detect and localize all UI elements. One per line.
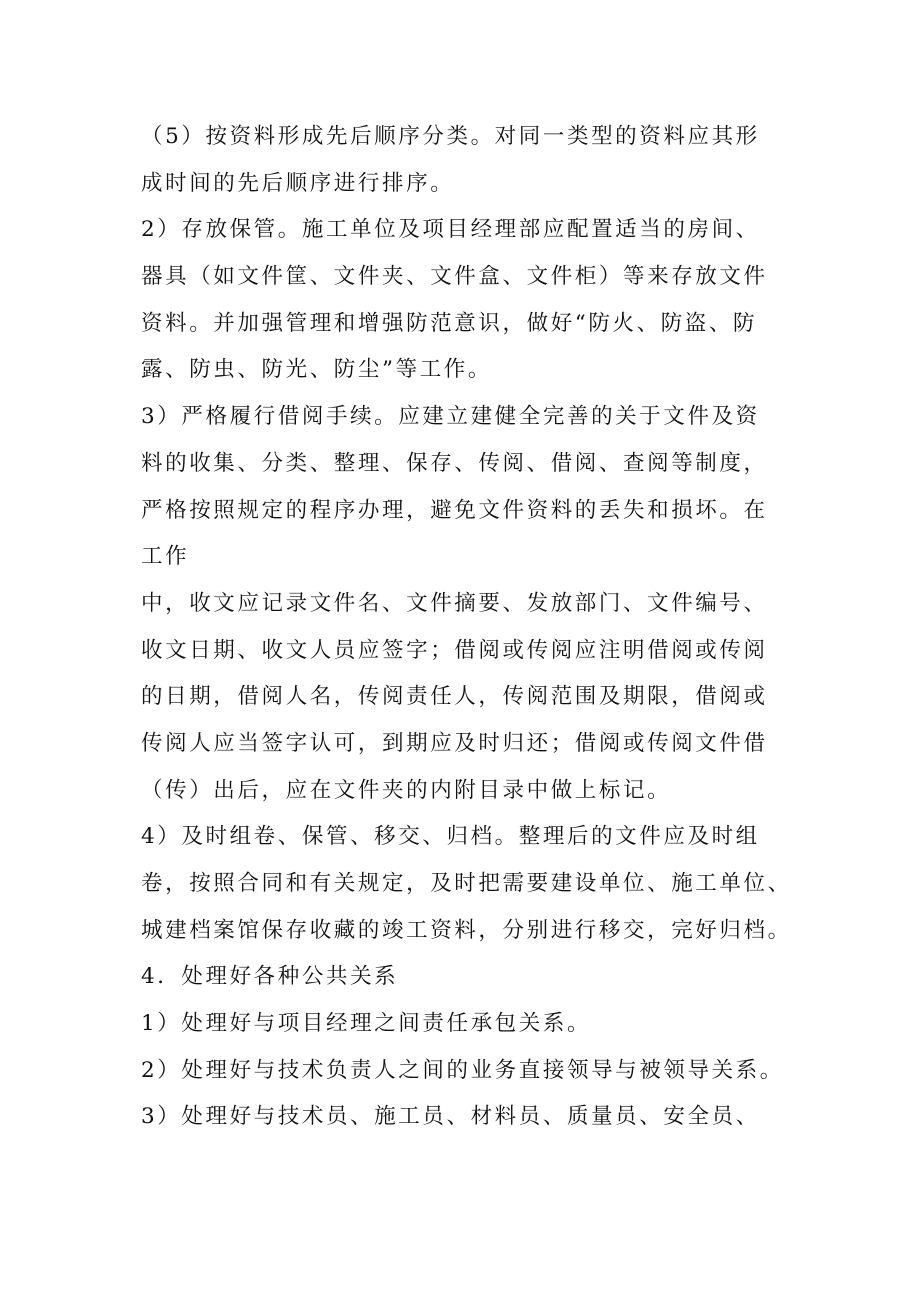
text-line: 严格按照规定的程序办理，避免文件资料的丢失和损坏。在 [141, 497, 768, 523]
text-line: 传阅人应当签字认可，到期应及时归还；借阅或传阅文件借 [141, 730, 768, 756]
text-line: 2）处理好与技术负责人之间的业务直接领导与被领导关系。 [141, 1057, 784, 1083]
text-line: 城建档案馆保存收藏的竣工资料，分别进行移交，完好归档。 [141, 917, 792, 943]
text-line: 资料。并加强管理和增强防范意识，做好“防火、防盗、防 [141, 310, 758, 336]
text-line: 露、防虫、防光、防尘”等工作。 [141, 357, 492, 383]
text-line: 3）严格履行借阅手续。应建立建健全完善的关于文件及资 [141, 404, 760, 430]
text-line: （传）出后，应在文件夹的内附目录中做上标记。 [141, 777, 672, 803]
text-line: 的日期，借阅人名，传阅责任人，传阅范围及期限，借阅或 [141, 684, 768, 710]
text-line: 卷，按照合同和有关规定，及时把需要建设单位、施工单位、 [141, 871, 792, 896]
text-line: 工作 [141, 544, 190, 570]
text-line: 中，收文应记录文件名、文件摘要、发放部门、文件编号、 [141, 590, 768, 616]
text-line: 4）及时组卷、保管、移交、归档。整理后的文件应及时组 [141, 824, 760, 850]
text-line: 3）处理好与技术员、施工员、材料员、质量员、安全员、 [141, 1104, 760, 1130]
section-heading: 4．处理好各种公共关系 [141, 964, 399, 990]
text-line: 成时间的先后顺序进行排序。 [141, 170, 455, 196]
text-line: 2）存放保管。施工单位及项目经理部应配置适当的房间、 [141, 217, 760, 243]
text-line: 收文日期、收文人员应签字；借阅或传阅应注明借阅或传阅 [141, 637, 768, 663]
text-line: 料的收集、分类、整理、保存、传阅、借阅、查阅等制度， [141, 450, 768, 476]
text-line: 器具（如文件筐、文件夹、文件盒、文件柜）等来存放文件 [141, 264, 768, 290]
text-line: 1）处理好与项目经理之间责任承包关系。 [141, 1011, 592, 1037]
body-text [141, 114, 801, 1141]
text-line: （5）按资料形成先后顺序分类。对同一类型的资料应其形 [141, 124, 760, 149]
